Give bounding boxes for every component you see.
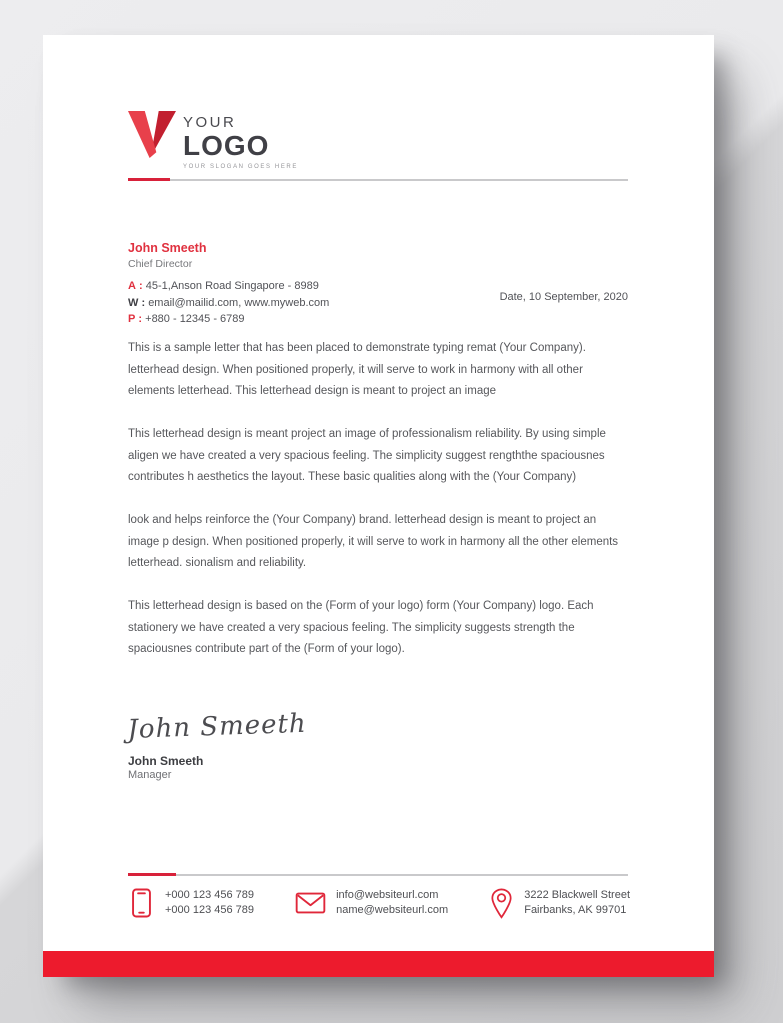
sender-block	[128, 241, 628, 328]
company-logo	[128, 111, 298, 170]
phone-value: +880 - 12345 - 6789	[145, 313, 245, 325]
address-value: 45-1,Anson Road Singapore - 8989	[145, 280, 319, 292]
phone-colon: :	[138, 313, 143, 325]
logo-text	[183, 111, 298, 170]
footer-address-1: 3222 Blackwell Street	[524, 889, 630, 901]
letter-body	[128, 338, 630, 682]
web-key: W	[128, 296, 139, 309]
bottom-accent-bar	[43, 951, 714, 977]
web-value: email@mailid.com, www.myweb.com	[148, 296, 330, 309]
footer-email-item	[295, 886, 448, 920]
paragraph-2: This letterhead design is meant project an image of professionalism reliability. By using simple aligen we have created a very spacious feeling. The simplicity suggest rengththe spaciousnes contributes h aesthetics the layout. These basic qualities along with the (Your Company)	[128, 428, 606, 483]
footer-phone-lines	[165, 888, 254, 918]
footer-contact-row	[128, 886, 630, 920]
sender-title: Chief Director	[128, 258, 193, 270]
paragraph-4: This letterhead design is based on the (Form of your logo) form (Your Company) logo. Each stationery we have created a very spacious feeling. The simplicity suggests strength the spaciousnes contribute part of the (Form of your logo).	[128, 600, 594, 655]
address-colon: :	[139, 280, 143, 292]
header-divider	[128, 178, 628, 181]
paragraph-3: look and helps reinforce the (Your Company) brand. letterhead design is meant to project an image p design. When positioned properly, it will serve to work in harmony all the other elements letterhead. sionalism and reliability.	[128, 514, 619, 569]
signature-name: John Smeeth	[128, 754, 204, 768]
logo-v-icon	[128, 111, 176, 169]
paragraph-1: This is a sample letter that has been placed to demonstrate typing remat (Your Company). letterhead design. When positioned properly, it will serve to work in harmony with all other elements letterhead. This letterhead design is meant to project an image	[128, 342, 586, 397]
footer-email-1: info@websiteurl.com	[336, 889, 439, 901]
map-pin-icon	[489, 887, 514, 920]
footer-phone-1: +000 123 456 789	[165, 889, 255, 901]
header-divider-red-segment	[128, 178, 170, 181]
sender-name: John Smeeth	[128, 241, 207, 255]
phone-icon	[128, 886, 155, 920]
letter-date: Date, 10 September, 2020	[499, 291, 628, 303]
logo-word-main: LOGO	[183, 130, 270, 161]
signature-role: Manager	[128, 769, 172, 781]
footer-divider-red-segment	[128, 873, 176, 876]
envelope-icon	[295, 890, 326, 916]
footer-divider	[128, 873, 628, 876]
signature-block	[126, 708, 308, 781]
handwritten-signature: John Smeeth	[126, 708, 308, 745]
footer-address-item	[489, 886, 630, 920]
footer-email-lines	[336, 888, 448, 918]
web-colon: :	[141, 296, 146, 309]
logo-word-top: YOUR	[183, 114, 237, 131]
header-divider-gray-segment	[170, 179, 628, 181]
footer-email-2: name@websiteurl.com	[336, 904, 449, 916]
footer-address-lines	[524, 888, 630, 918]
sender-phone-line	[128, 311, 628, 328]
footer-phone-2: +000 123 456 789	[165, 904, 255, 916]
footer-divider-gray-segment	[176, 874, 628, 876]
logo-slogan: YOUR SLOGAN GOES HERE	[183, 164, 298, 170]
letterhead-page	[43, 35, 714, 977]
address-key: A	[128, 280, 136, 292]
footer-phone-item	[128, 886, 254, 920]
phone-key: P	[128, 313, 136, 325]
footer-address-2: Fairbanks, AK 99701	[524, 904, 627, 916]
